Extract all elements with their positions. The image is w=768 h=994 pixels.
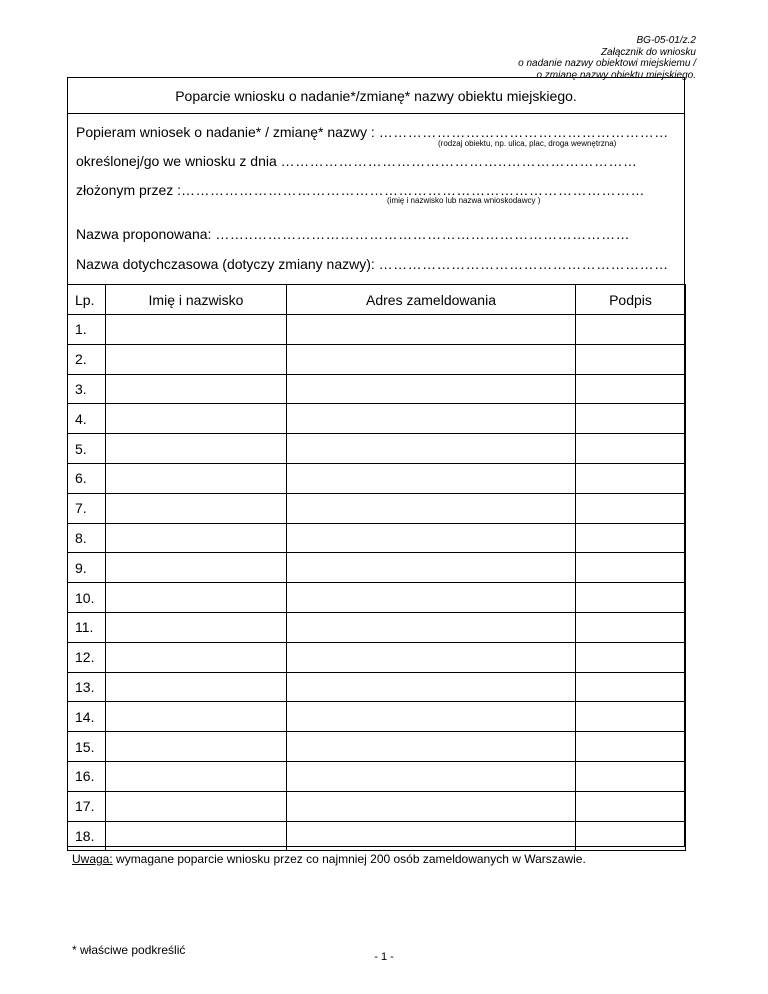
- current-name-dots: ……………………………………………………: [378, 256, 669, 272]
- application-date-field[interactable]: [76, 153, 637, 169]
- signature-cell[interactable]: [576, 702, 686, 732]
- address-cell[interactable]: [287, 642, 576, 672]
- address-cell[interactable]: [287, 672, 576, 702]
- proposed-name-label: Nazwa proponowana:: [76, 226, 216, 242]
- proposed-name-field[interactable]: [76, 226, 630, 242]
- col-header-address: Adres zameldowania: [287, 285, 576, 315]
- name-cell[interactable]: [106, 404, 287, 434]
- document-code: BG-05-01/z.2: [636, 35, 696, 46]
- row-number: 2.: [68, 344, 106, 374]
- signature-cell[interactable]: [576, 612, 686, 642]
- address-cell[interactable]: [287, 702, 576, 732]
- name-cell[interactable]: [106, 374, 287, 404]
- name-cell[interactable]: [106, 791, 287, 821]
- table-row: [68, 523, 686, 553]
- name-cell[interactable]: [106, 523, 287, 553]
- table-row: [68, 612, 686, 642]
- row-number: 11.: [68, 612, 106, 642]
- row-number: 13.: [68, 672, 106, 702]
- note: [72, 852, 586, 866]
- signature-rows: [68, 315, 686, 851]
- signature-cell[interactable]: [576, 821, 686, 851]
- signature-cell[interactable]: [576, 672, 686, 702]
- name-cell[interactable]: [106, 315, 287, 345]
- signature-cell[interactable]: [576, 374, 686, 404]
- address-cell[interactable]: [287, 493, 576, 523]
- object-type-field[interactable]: [76, 124, 669, 140]
- signature-cell[interactable]: [576, 642, 686, 672]
- address-cell[interactable]: [287, 434, 576, 464]
- table-row: [68, 583, 686, 613]
- note-text: wymagane poparcie wniosku przez co najmniej 200 osób zameldowanych w Warszawie.: [112, 852, 586, 866]
- current-name-label: Nazwa dotychczasowa (dotyczy zmiany nazwy):: [76, 256, 379, 272]
- table-row: [68, 493, 686, 523]
- proposed-name-dots: ……..……………………………………………………………………: [215, 226, 631, 242]
- table-row: [68, 821, 686, 851]
- row-number: 1.: [68, 315, 106, 345]
- signature-cell[interactable]: [576, 791, 686, 821]
- object-type-hint: (rodzaj obiektu, np. ulica, plac, droga wewnętrzna): [438, 139, 617, 148]
- row-number: 7.: [68, 493, 106, 523]
- application-date-dots: ………………………………………..………………………: [280, 153, 638, 169]
- row-number: 3.: [68, 374, 106, 404]
- title-divider: [68, 113, 684, 114]
- address-cell[interactable]: [287, 821, 576, 851]
- table-row: [68, 434, 686, 464]
- col-header-signature: Podpis: [576, 285, 686, 315]
- name-cell[interactable]: [106, 612, 287, 642]
- signature-cell[interactable]: [576, 434, 686, 464]
- document-reference: [518, 35, 696, 81]
- col-header-name: Imię i nazwisko: [106, 285, 287, 315]
- name-cell[interactable]: [106, 702, 287, 732]
- row-number: 8.: [68, 523, 106, 553]
- signature-cell[interactable]: [576, 463, 686, 493]
- table-header-row: [68, 285, 686, 315]
- applicant-field[interactable]: [76, 182, 645, 198]
- address-cell[interactable]: [287, 404, 576, 434]
- row-number: 18.: [68, 821, 106, 851]
- signature-cell[interactable]: [576, 315, 686, 345]
- address-cell[interactable]: [287, 374, 576, 404]
- name-cell[interactable]: [106, 493, 287, 523]
- address-cell[interactable]: [287, 553, 576, 583]
- signature-cell[interactable]: [576, 404, 686, 434]
- applicant-hint: (imię i nazwisko lub nazwa wnioskodawcy ): [387, 196, 541, 205]
- form-title: Poparcie wniosku o nadanie*/zmianę* nazwy obiektu miejskiego.: [175, 88, 577, 104]
- table-row: [68, 672, 686, 702]
- signature-cell[interactable]: [576, 344, 686, 374]
- name-cell[interactable]: [106, 553, 287, 583]
- name-cell[interactable]: [106, 732, 287, 762]
- table-row: [68, 732, 686, 762]
- row-number: 4.: [68, 404, 106, 434]
- name-cell[interactable]: [106, 463, 287, 493]
- applicant-dots: ……………………………………………………………………………………: [181, 182, 646, 198]
- signature-table: [67, 284, 686, 851]
- table-row: [68, 791, 686, 821]
- signature-cell[interactable]: [576, 583, 686, 613]
- signature-cell[interactable]: [576, 523, 686, 553]
- address-cell[interactable]: [287, 612, 576, 642]
- name-cell[interactable]: [106, 821, 287, 851]
- footnote: * właściwe podkreślić: [72, 943, 186, 957]
- row-number: 14.: [68, 702, 106, 732]
- row-number: 15.: [68, 732, 106, 762]
- address-cell[interactable]: [287, 523, 576, 553]
- address-cell[interactable]: [287, 583, 576, 613]
- row-number: 17.: [68, 791, 106, 821]
- signature-cell[interactable]: [576, 761, 686, 791]
- row-number: 5.: [68, 434, 106, 464]
- name-cell[interactable]: [106, 761, 287, 791]
- address-cell[interactable]: [287, 344, 576, 374]
- object-type-dots: ……………………………………………………: [378, 124, 669, 140]
- name-cell[interactable]: [106, 583, 287, 613]
- application-date-label: określonej/go we wniosku z dnia: [76, 153, 281, 169]
- row-number: 16.: [68, 761, 106, 791]
- signature-cell[interactable]: [576, 732, 686, 762]
- table-row: [68, 344, 686, 374]
- table-row: [68, 374, 686, 404]
- table-row: [68, 404, 686, 434]
- object-type-label: Popieram wniosek o nadanie* / zmianę* nazwy :: [76, 124, 379, 140]
- address-cell[interactable]: [287, 761, 576, 791]
- attachment-line-1: Załącznik do wniosku: [600, 46, 696, 58]
- note-label: Uwaga:: [72, 852, 113, 866]
- table-row: [68, 553, 686, 583]
- address-cell[interactable]: [287, 791, 576, 821]
- signature-cell[interactable]: [576, 493, 686, 523]
- name-cell[interactable]: [106, 434, 287, 464]
- name-cell[interactable]: [106, 642, 287, 672]
- col-header-lp: Lp.: [68, 285, 106, 315]
- support-form: [67, 77, 685, 847]
- row-number: 6.: [68, 463, 106, 493]
- attachment-line-2: o nadanie nazwy obiektowi miejskiemu /: [518, 58, 696, 69]
- table-row: [68, 642, 686, 672]
- table-row: [68, 463, 686, 493]
- table-row: [68, 702, 686, 732]
- signature-cell[interactable]: [576, 553, 686, 583]
- row-number: 12.: [68, 642, 106, 672]
- applicant-label: złożonym przez :: [76, 182, 182, 198]
- page-number: - 1 -: [374, 951, 394, 963]
- attachment-line-3: o zmianę nazwy obiektu miejskiego.: [536, 69, 696, 81]
- current-name-field[interactable]: [76, 256, 669, 272]
- address-cell[interactable]: [287, 463, 576, 493]
- row-number: 10.: [68, 583, 106, 613]
- name-cell[interactable]: [106, 344, 287, 374]
- address-cell[interactable]: [287, 315, 576, 345]
- row-number: 9.: [68, 553, 106, 583]
- table-row: [68, 761, 686, 791]
- name-cell[interactable]: [106, 672, 287, 702]
- address-cell[interactable]: [287, 732, 576, 762]
- table-row: [68, 315, 686, 345]
